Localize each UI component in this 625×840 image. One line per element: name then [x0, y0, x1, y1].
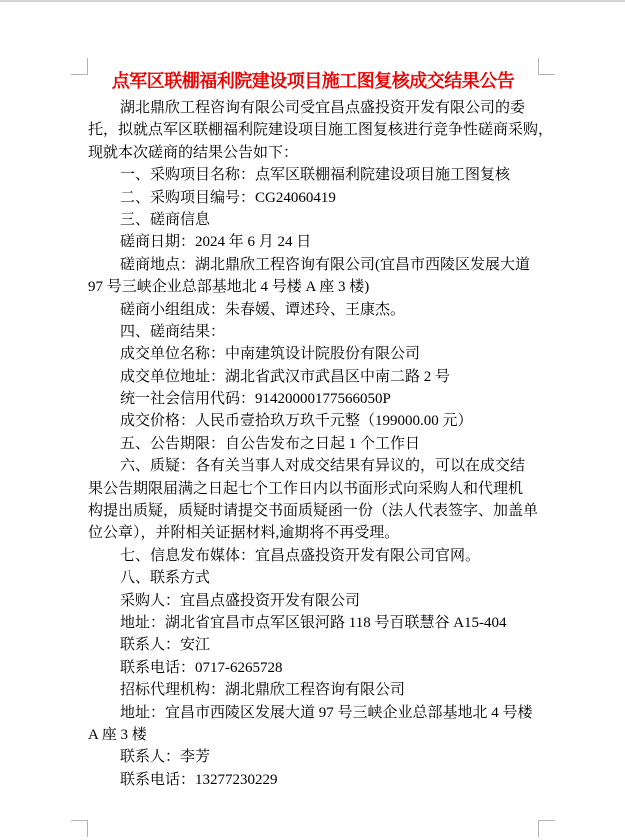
document-text-line: A 座 3 楼 — [88, 726, 147, 743]
document-text-line: 成交单位名称：中南建筑设计院股份有限公司 — [120, 346, 421, 363]
document-text-line: 磋商地点：湖北鼎欣工程咨询有限公司(宜昌市西陵区发展大道 — [120, 256, 530, 273]
document-text-line: 磋商日期：2024 年 6 月 24 日 — [120, 234, 312, 251]
document-text-line: 联系电话：13277230229 — [120, 771, 278, 788]
document-text-line: 联系人：李芳 — [120, 749, 211, 766]
document-text-line: 八、联系方式 — [120, 570, 211, 587]
document-text-line: 六、质疑：各有关当事人对成交结果有异议的，可以在成交结 — [120, 458, 526, 475]
document-text-line: 97 号三峡企业总部基地北 4 号楼 A 座 3 楼) — [88, 279, 370, 296]
announcement-document — [88, 66, 554, 791]
margin-crop-mark-bottom-left — [71, 820, 88, 837]
document-text-line: 地址：宜昌市西陵区发展大道 97 号三峡企业总部基地北 4 号楼 — [120, 704, 533, 721]
document-text-line: 一、采购项目名称：点军区联棚福利院建设项目施工图复核 — [120, 167, 511, 184]
margin-crop-mark-bottom-right — [538, 820, 555, 837]
document-text-line: 果公告期限届满之日起七个工作日内以书面形式向采购人和代理机 — [88, 480, 524, 497]
document-text-line: 四、磋商结果： — [120, 323, 226, 340]
document-text-line: 构提出质疑，质疑时请提交书面质疑函一份（法人代表签字、加盖单 — [88, 503, 539, 520]
document-text-line: 联系电话：0717-6265728 — [120, 659, 283, 676]
document-text-line: 成交价格：人民币壹拾玖万玖千元整（199000.00 元） — [120, 413, 473, 430]
document-body — [88, 97, 554, 791]
document-text-line: 位公章），并附相关证据材料,逾期将不再受理。 — [88, 525, 400, 542]
document-text-line: 采购人：宜昌点盛投资开发有限公司 — [120, 592, 361, 609]
document-text-line: 招标代理机构：湖北鼎欣工程咨询有限公司 — [120, 682, 406, 699]
document-text-line: 现就本次磋商的结果公告如下： — [88, 144, 299, 161]
document-text-line: 湖北鼎欣工程咨询有限公司受宜昌点盛投资开发有限公司的委 — [120, 100, 526, 116]
document-text-line: 五、公告期限：自公告发布之日起 1 个工作日 — [120, 435, 421, 452]
document-text-line: 托，拟就点军区联棚福利院建设项目施工图复核进行竞争性磋商采购， — [88, 122, 554, 139]
document-text-line: 七、信息发布媒体：宜昌点盛投资开发有限公司官网。 — [120, 547, 481, 564]
document-text-line: 统一社会信用代码：91420000177566050P — [120, 391, 391, 408]
document-text-line: 成交单位地址：湖北省武汉市武昌区中南二路 2 号 — [120, 368, 451, 385]
document-text-line: 联系人：安江 — [120, 637, 211, 654]
page-top-edge — [0, 0, 625, 2]
margin-crop-mark-top-right — [538, 58, 555, 75]
document-text-line: 地址：湖北省宜昌市点军区银河路 118 号百联慧谷 A15-404 — [120, 614, 507, 631]
document-text-line: 三、磋商信息 — [120, 211, 211, 228]
document-title: 点军区联棚福利院建设项目施工图复核成交结果公告 — [111, 71, 515, 91]
document-text-line: 磋商小组组成：朱春媛、谭述玲、王康杰。 — [120, 301, 406, 318]
document-text-line: 二、采购项目编号：CG24060419 — [120, 189, 336, 206]
margin-crop-mark-top-left — [71, 58, 88, 75]
